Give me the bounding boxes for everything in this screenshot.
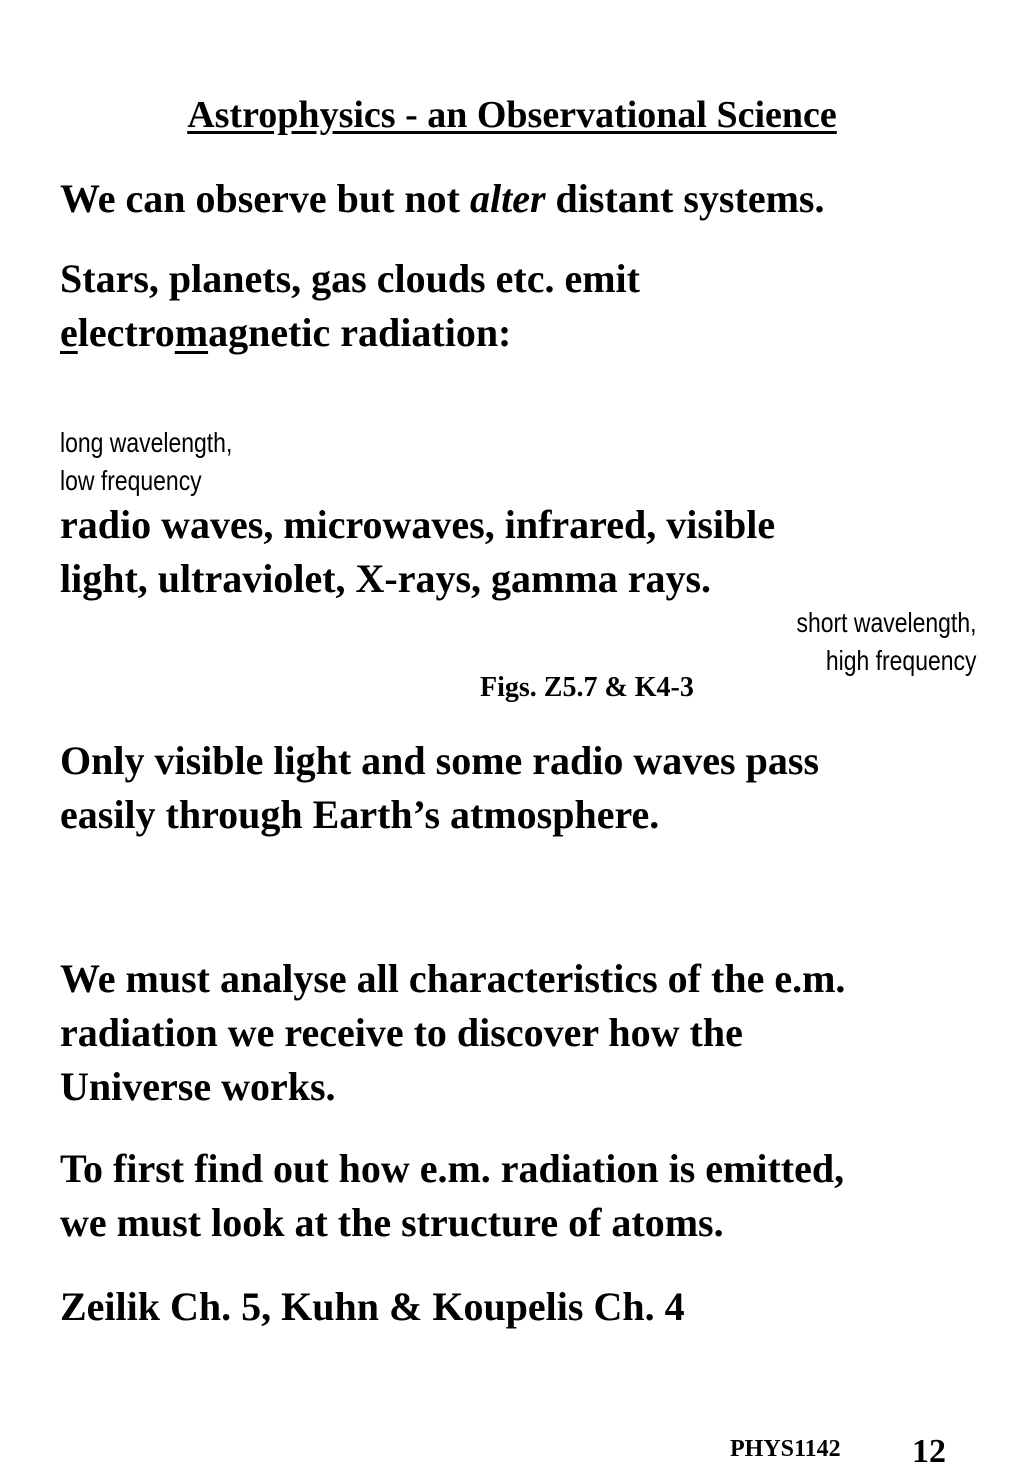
atoms-line-1: To first find out how e.m. radiation is emitted, [60,1146,845,1191]
page-number: 12 [912,1433,946,1470]
long-wavelength-label [60,424,232,500]
references-line: Zeilik Ch. 5, Kuhn & Koupelis Ch. 4 [60,1284,685,1329]
emission-paragraph [60,252,980,360]
atoms-line-2: we must look at the structure of atoms. [60,1200,724,1245]
spectrum-line-1: radio waves, microwaves, infrared, visible [60,502,776,547]
emission-line-2 [60,306,980,360]
em-underlined-m: m [174,310,209,355]
atmosphere-line-2: easily through Earth’s atmosphere. [60,792,660,837]
short-wavelength-label [796,604,976,680]
atmosphere-paragraph [60,734,980,842]
em-text-part: lectro [77,310,175,355]
emission-line-1: Stars, planets, gas clouds etc. emit [60,256,640,301]
textbook-references [60,1280,980,1334]
spectrum-line-2: light, ultraviolet, X-rays, gamma rays. [60,556,712,601]
long-label-line-2: low frequency [60,465,202,496]
analyse-line-2: radiation we receive to discover how the [60,1010,743,1055]
intro-paragraph [60,172,980,226]
short-label-line-1: short wavelength, [796,607,976,638]
figure-reference: Figs. Z5.7 & K4-3 [480,672,694,703]
course-code: PHYS1142 [730,1436,841,1462]
atoms-paragraph [60,1142,980,1250]
analyse-paragraph [60,952,980,1114]
short-label-line-2: high frequency [825,645,976,676]
spectrum-list [60,498,980,606]
intro-text-before: We can observe but not [60,176,470,221]
page-title-text: Astrophysics - an Observational Science [187,94,837,136]
atmosphere-line-1: Only visible light and some radio waves pass [60,738,820,783]
analyse-line-3: Universe works. [60,1064,336,1109]
intro-emphasis: alter [470,176,546,221]
intro-text-after: distant systems. [545,176,825,221]
em-text-rest: agnetic radiation: [208,310,512,355]
page-title [0,92,1024,138]
analyse-line-1: We must analyse all characteristics of the e.m. [60,956,846,1001]
em-underlined-e: e [60,310,78,355]
long-label-line-1: long wavelength, [60,427,233,458]
